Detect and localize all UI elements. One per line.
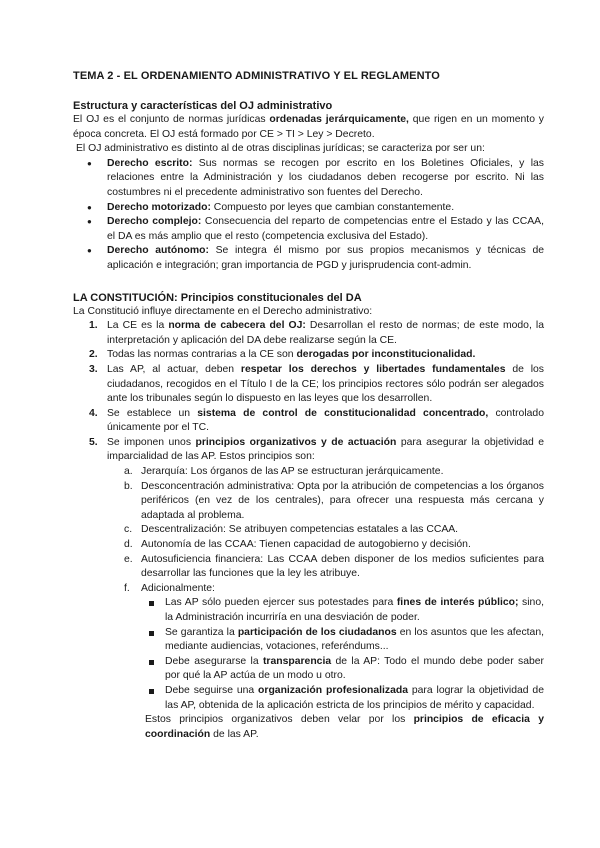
closing-paragraph [73, 713, 544, 742]
list-item [89, 363, 544, 407]
bold-text: participación de los ciudadanos [237, 626, 397, 638]
bold-text: Derecho complejo: [107, 216, 202, 228]
text-run: Jerarquía: Los órganos de las AP se estructuran jerárquicamente. [141, 466, 444, 478]
list-letter: d. [124, 539, 133, 551]
list-number: 1. [89, 320, 98, 332]
bold-text: Derecho autónomo: [107, 245, 209, 257]
list-item [87, 201, 544, 216]
text-run: de los ciudadanos, recogidos en el Título I de la CE; los principios rectores sólo podrán ser alegados ante los tribunales según lo dispuesto en las leyes que los desarrollen. [107, 363, 544, 405]
text-run: Compuesto por leyes que cambian constantemente. [210, 201, 455, 213]
list-number: 5. [89, 436, 98, 448]
text-run: Se garantiza la [165, 626, 238, 638]
text-run: Desarrollan el resto de normas; de este modo, la interpretación y aplicación del DA debe realizarse según la CE. [107, 320, 545, 346]
text-run: Estos principios organizativos deben velar por los [145, 714, 414, 726]
list-letter: f. [124, 582, 130, 594]
list-letter: e. [124, 553, 133, 565]
list-item [124, 523, 544, 538]
text-run: Consecuencia del reparto de competencias entre el Estado y las CCAA, el DA es más amplio que el resto (competencia exclusiva del Estado). [107, 216, 544, 242]
bold-text: transparencia [262, 655, 332, 667]
list-item [124, 480, 544, 524]
text-run: Autonomía de las CCAA: Tienen capacidad de autogobierno y decisión. [141, 539, 471, 551]
text-run: para asegurar la objetividad e imparcialidad de las AP. Estos principios son: [107, 436, 544, 463]
bold-text: organización profesionalizada [258, 684, 408, 696]
list-item [165, 655, 544, 684]
text-run: de las AP. [210, 728, 259, 740]
square-bullet-icon [149, 660, 154, 665]
list-item [89, 319, 545, 348]
list-item [124, 538, 544, 553]
paragraph [73, 113, 544, 142]
text-run: que rigen en un momento y época concreta. El OJ está formado por CE > TI > Ley > Decreto. [73, 114, 544, 140]
text-run: Sus normas se recogen por escrito en los Boletines Oficiales, y las relaciones entre la Administración y los ciudadanos deben recogerse por escrito. Ni las costumbres ni el precedente administrativo son fuentes del Derecho. [107, 157, 544, 198]
text-run: controlado únicamente por el TC. [107, 407, 544, 434]
text-run: en los asuntos que les afectan, mediante audiencias, votaciones, referéndums... [165, 626, 544, 653]
list-item [87, 157, 544, 201]
text-run: Autosuficiencia financiera: Las CCAA deben disponer de los medios suficientes para desarrollar las funciones que la ley les atribuye. [141, 553, 544, 580]
list-item [87, 215, 544, 244]
characteristics-list [73, 157, 544, 274]
bold-text: derogadas por inconstitucionalidad. [296, 349, 476, 361]
bold-text: sistema de control de constitucionalidad concentrado, [197, 407, 489, 419]
section-structure [73, 100, 544, 274]
square-bullet-icon [149, 601, 154, 606]
bold-text: principios organizativos y de actuación [195, 436, 397, 448]
sub-principles-list [107, 465, 544, 713]
list-number: 3. [89, 363, 98, 375]
list-item [165, 596, 544, 625]
bullet-icon: ● [87, 202, 92, 212]
text-run: Debe asegurarse la [165, 655, 263, 667]
text-run: Las AP, al actuar, deben [107, 363, 241, 375]
text-run: El OJ es el conjunto de normas jurídicas [73, 114, 270, 125]
bullet-icon: ● [87, 246, 92, 256]
list-letter: b. [124, 480, 133, 492]
bold-text: norma de cabecera del OJ: [168, 320, 306, 332]
text-run: Descentralización: Se atribuyen competencias estatales a las CCAA. [141, 524, 459, 536]
list-item [89, 407, 544, 436]
list-item [124, 553, 544, 582]
section-constitution [73, 292, 544, 743]
text-run: para lograr la objetividad de las AP, obtenida de la aplicación estricta de los principios de mérito y capacidad. [165, 684, 544, 711]
document-title: TEMA 2 - EL ORDENAMIENTO ADMINISTRATIVO Y EL REGLAMENTO [73, 70, 440, 82]
text-run: Todas las normas contrarias a la CE son [107, 349, 297, 361]
list-item [165, 626, 544, 655]
list-item [87, 244, 545, 273]
square-bullet-icon [149, 631, 154, 636]
bold-text: Derecho motorizado: [107, 201, 211, 213]
square-bullet-icon [149, 689, 154, 694]
text-run: Debe seguirse una [165, 684, 259, 696]
bullet-icon: ● [87, 158, 92, 168]
bold-text: fines de interés público; [396, 597, 519, 609]
bold-text: ordenadas jerárquicamente, [269, 114, 409, 125]
list-item [124, 582, 545, 713]
paragraph: La Constitució influye directamente en el Derecho administrativo: [73, 305, 373, 317]
paragraph: El OJ administrativo es distinto al de otras disciplinas jurídicas; se caracteriza por ser un: [76, 143, 485, 155]
text-run: Adicionalmente: [141, 582, 215, 594]
text-run: Se imponen unos [107, 436, 196, 448]
list-item [89, 348, 544, 363]
list-letter: c. [124, 524, 133, 536]
bold-text: principios de eficacia y coordinación [145, 714, 544, 740]
text-run: de la AP: Todo el mundo debe poder saber por qué la AP actúa de un modo u otro. [165, 655, 544, 682]
section-heading: Estructura y características del OJ administrativo [73, 100, 333, 112]
section-heading: LA CONSTITUCIÓN: Principios constitucionales del DA [73, 291, 362, 304]
bold-text: Derecho escrito: [107, 157, 193, 169]
text-run: sino, la Administración incurriría en una desviación de poder. [165, 597, 545, 623]
principles-list [73, 319, 544, 713]
list-number: 2. [89, 349, 98, 361]
text-run: La CE es la [107, 320, 169, 332]
list-letter: a. [124, 466, 133, 478]
text-run: Se establece un [107, 407, 198, 419]
text-run: Desconcentración administrativa: Opta por la atribución de competencias a los órganos periféricos (en vez de los centrales), para ofrecer una respuesta más cercana y adaptada al problema. [141, 480, 544, 521]
list-number: 4. [89, 407, 98, 419]
list-item [165, 684, 544, 713]
list-item [124, 465, 544, 480]
bullet-icon: ● [87, 217, 92, 227]
bold-text: respetar los derechos y libertades fundamentales [240, 363, 506, 375]
text-run: Se integra él mismo por sus propios mecanismos y técnicas de aplicación e integración; gran importancia de PGD y jurisprudencia cont-admin. [107, 245, 545, 271]
list-item [89, 436, 545, 713]
additional-principles-list [141, 596, 544, 713]
text-run: Las AP sólo pueden ejercer sus potestades para [165, 597, 397, 609]
